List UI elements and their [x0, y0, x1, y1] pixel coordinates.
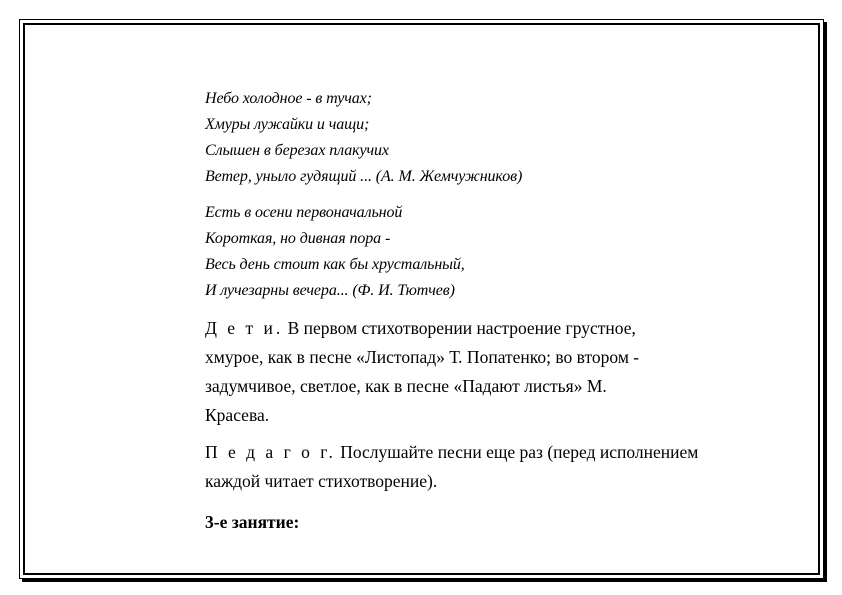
- dialogue-children: [205, 314, 725, 430]
- document-body: [205, 86, 725, 537]
- poem-tyutchev: [205, 200, 725, 304]
- dialogue-line: хмурое, как в песне «Листопад» Т. Попатенко; во втором -: [205, 347, 640, 367]
- dialogue-line: [205, 438, 725, 467]
- section-heading: 3-е занятие:: [205, 512, 300, 532]
- poem-line: Ветер, уныло гудящий ... (А. М. Жемчужников): [205, 168, 523, 185]
- page-border-shadow-bottom: [22, 579, 827, 582]
- page-border-shadow-right: [824, 22, 827, 582]
- dialogue-teacher: [205, 438, 725, 496]
- dialogue-line: [205, 314, 725, 343]
- dialogue-text: Послушайте песни еще раз (перед исполнением: [340, 442, 699, 462]
- poem-line: Слышен в березах плакучих: [205, 142, 389, 159]
- poem-zhemchuzhnikov: [205, 86, 725, 190]
- poem-line: И лучезарны вечера... (Ф. И. Тютчев): [205, 282, 455, 299]
- dialogue-line: задумчивое, светлое, как в песне «Падают листья» М.: [205, 376, 607, 396]
- poem-line: Небо холодное - в тучах;: [205, 90, 372, 107]
- poem-line: Хмуры лужайки и чащи;: [205, 116, 370, 133]
- poem-line: Короткая, но дивная пора -: [205, 230, 391, 247]
- dialogue-line: Красева.: [205, 405, 270, 425]
- speaker-teacher: П е д а г о г.: [205, 442, 336, 462]
- speaker-children: Д е т и.: [205, 318, 284, 338]
- poem-line: Весь день стоит как бы хрустальный,: [205, 256, 465, 273]
- dialogue-line: каждой читает стихотворение).: [205, 471, 438, 491]
- poem-line: Есть в осени первоначальной: [205, 204, 403, 221]
- dialogue-text: В первом стихотворении настроение грустное,: [287, 318, 636, 338]
